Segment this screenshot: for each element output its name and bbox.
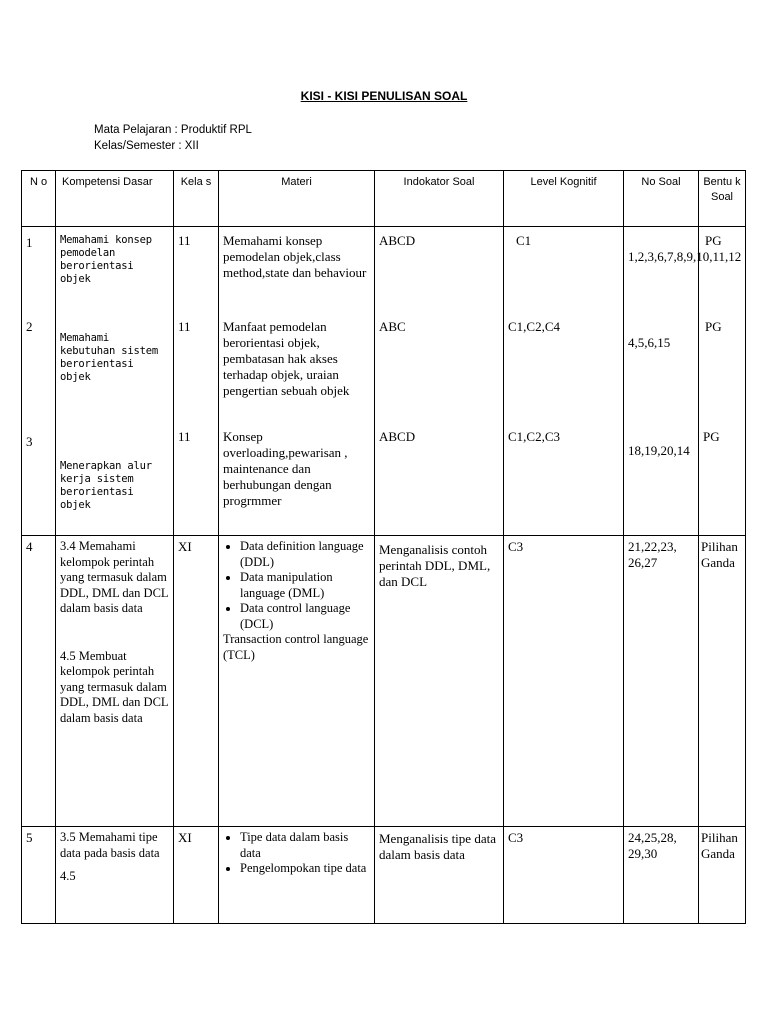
- kompetensi-3-5: 3.5 Memahami tipe data pada basis data: [60, 830, 160, 860]
- header-no-soal: No Soal: [624, 171, 699, 227]
- header-no: N o: [22, 171, 56, 227]
- table-row: [22, 827, 746, 924]
- class-semester-line: Kelas/Semester : XII: [94, 140, 199, 152]
- row-kelas: 11: [174, 426, 219, 536]
- row-level: C1,C2,C4: [504, 316, 624, 426]
- row-bentuk: Pilihan Ganda: [699, 536, 746, 827]
- row-kompetensi: [56, 536, 174, 827]
- row-no: 4: [22, 536, 56, 827]
- header-kelas: Kela s: [174, 171, 219, 227]
- row-bentuk: PG: [699, 426, 746, 536]
- row-level: C3: [504, 827, 624, 924]
- row-materi: Konsep overloading,pewarisan , maintenance dan berhubungan dengan progrmmer: [219, 426, 375, 536]
- row-bentuk: Pilihan Ganda: [699, 827, 746, 924]
- table-row: [22, 426, 746, 536]
- row-kompetensi: Memahami konsep pemodelan berorientasi objek: [56, 227, 174, 317]
- row-no: 3: [22, 426, 56, 536]
- row-indikator: Menganalisis tipe data dalam basis data: [375, 827, 504, 924]
- row-materi: [219, 536, 375, 827]
- row-indikator: ABCD: [375, 227, 504, 317]
- list-item: • Data manipulation language (DML): [240, 570, 370, 601]
- row-kompetensi: Menerapkan alur kerja sistem berorientasi objek: [56, 426, 174, 536]
- header-level: Level Kognitif: [504, 171, 624, 227]
- header-materi: Materi: [219, 171, 375, 227]
- document-title: KISI - KISI PENULISAN SOAL: [300, 89, 468, 103]
- row-level: C3: [504, 536, 624, 827]
- row-no-soal: 4,5,6,15: [624, 316, 699, 426]
- header-bentuk: Bentu k Soal: [699, 171, 746, 227]
- row-no: 2: [22, 316, 56, 426]
- subject-line: Mata Pelajaran : Produktif RPL: [94, 124, 252, 136]
- row-no-soal: 1,2,3,6,7,8,9,10,11,12: [624, 227, 699, 317]
- row-kompetensi: Memahami kebutuhan sistem berorientasi objek: [56, 316, 174, 426]
- materi-extra: Transaction control language (TCL): [223, 632, 369, 662]
- row-no-soal: 24,25,28, 29,30: [624, 827, 699, 924]
- header-row: [22, 171, 746, 227]
- row-level: C1: [504, 227, 624, 317]
- kompetensi-4-5: 4.5 Membuat kelompok perintah yang termasuk dalam DDL, DML dan DCL dalam basis data: [60, 648, 169, 725]
- row-indikator: Menganalisis contoh perintah DDL, DML, dan DCL: [375, 536, 504, 827]
- kompetensi-3-4: 3.4 Memahami kelompok perintah yang termasuk dalam DDL, DML dan DCL dalam basis data: [60, 539, 169, 615]
- header-indikator: Indokator Soal: [375, 171, 504, 227]
- list-item: • Data control language (DCL): [240, 601, 370, 632]
- list-item: • Tipe data dalam basis data: [240, 830, 370, 861]
- header-kompetensi: Kompetensi Dasar: [56, 171, 174, 227]
- kisi-table: [21, 170, 746, 924]
- row-kelas: 11: [174, 227, 219, 317]
- row-no-soal: 21,22,23, 26,27: [624, 536, 699, 827]
- row-kelas: XI: [174, 827, 219, 924]
- row-indikator: ABC: [375, 316, 504, 426]
- row-no: 1: [22, 227, 56, 317]
- row-kelas: XI: [174, 536, 219, 827]
- row-level: C1,C2,C3: [504, 426, 624, 536]
- kompetensi-4-5: 4.5: [60, 869, 76, 883]
- list-item: • Pengelompokan tipe data: [240, 861, 370, 877]
- row-indikator: ABCD: [375, 426, 504, 536]
- list-item: • Data definition language (DDL): [240, 539, 370, 570]
- materi-list: [223, 539, 370, 632]
- row-kompetensi: [56, 827, 174, 924]
- row-kelas: 11: [174, 316, 219, 426]
- materi-list: [223, 830, 370, 877]
- row-no: 5: [22, 827, 56, 924]
- table-row: [22, 316, 746, 426]
- row-materi: [219, 827, 375, 924]
- row-no-soal: 18,19,20,14: [624, 426, 699, 536]
- row-materi: Memahami konsep pemodelan objek,class method,state dan behaviour: [219, 227, 375, 317]
- row-bentuk: PG: [699, 227, 746, 317]
- row-bentuk: PG: [699, 316, 746, 426]
- table-row: [22, 536, 746, 827]
- table-row: [22, 227, 746, 317]
- row-materi: Manfaat pemodelan berorientasi objek, pembatasan hak akses terhadap objek, uraian pengertian sebuah objek: [219, 316, 375, 426]
